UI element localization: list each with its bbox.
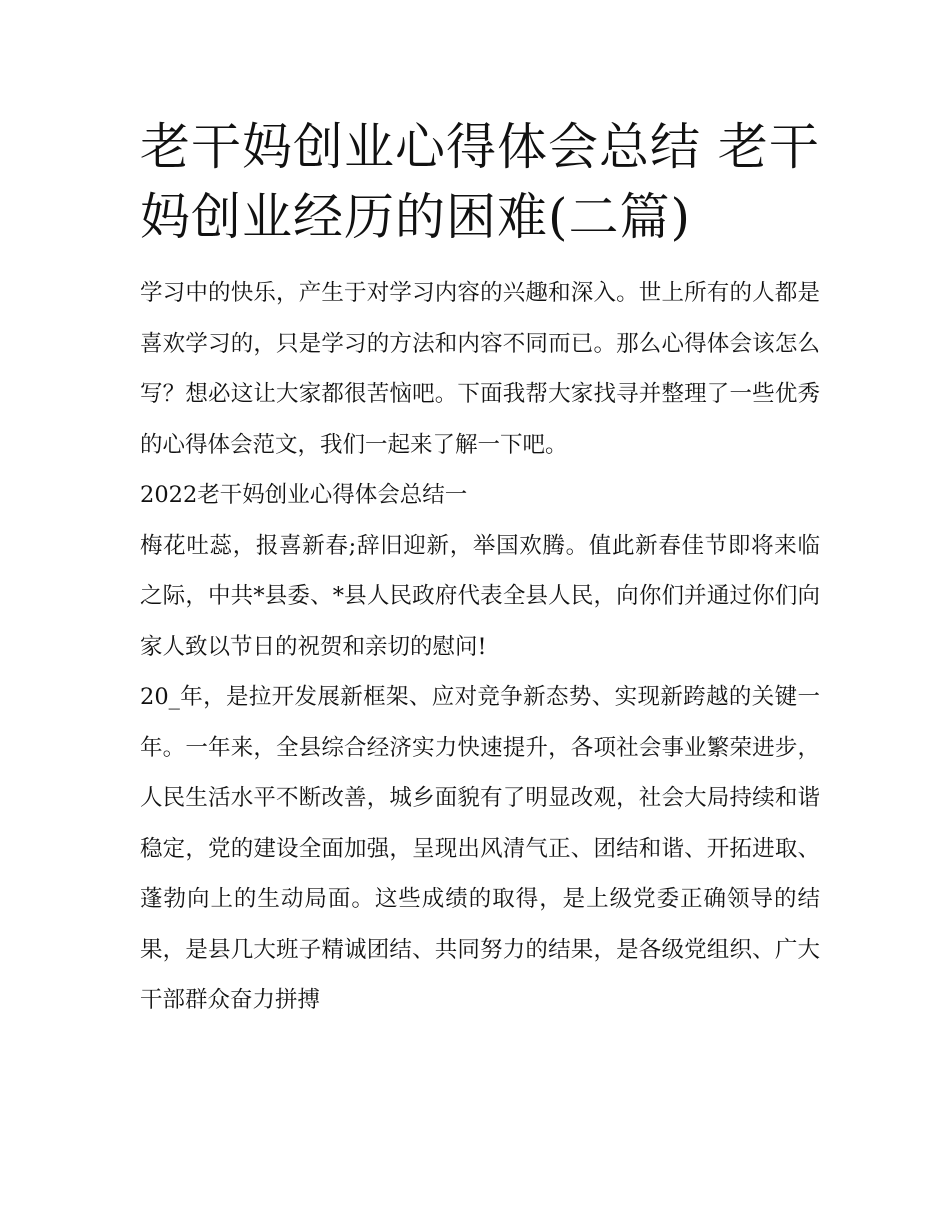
document-title: 老干妈创业心得体会总结 老干妈创业经历的困难(二篇) xyxy=(140,118,820,246)
paragraph-greeting: 梅花吐蕊，报喜新春;辞旧迎新，举国欢腾。值此新春佳节即将来临之际，中共*县委、*县人民政府代表全县人民，向你们并通过你们向家人致以节日的祝贺和亲切的慰问! xyxy=(140,532,820,660)
paragraph-intro: 学习中的快乐，产生于对学习内容的兴趣和深入。世上所有的人都是喜欢学习的，只是学习的方法和内容不同而已。那么心得体会该怎么写？想必这让大家都很苦恼吧。下面我帮大家找寻并整理了一些优秀的心得体会范文，我们一起来了解一下吧。 xyxy=(140,280,820,458)
section-heading: 2022老干妈创业心得体会总结一 xyxy=(140,482,468,508)
document-page xyxy=(140,112,820,1026)
document-body xyxy=(140,268,820,1026)
paragraph-review: 20_年，是拉开发展新框架、应对竞争新态势、实现新跨越的关键一年。一年来，全县综合经济实力快速提升，各项社会事业繁荣进步，人民生活水平不断改善，城乡面貌有了明显改观，社会大局持续和谐稳定，党的建设全面加强，呈现出风清气正、团结和谐、开拓进取、蓬勃向上的生动局面。这些成绩的取得，是上级党委正确领导的结果，是县几大班子精诚团结、共同努力的结果，是各级党组织、广大干部群众奋力拼搏 xyxy=(140,684,820,1013)
